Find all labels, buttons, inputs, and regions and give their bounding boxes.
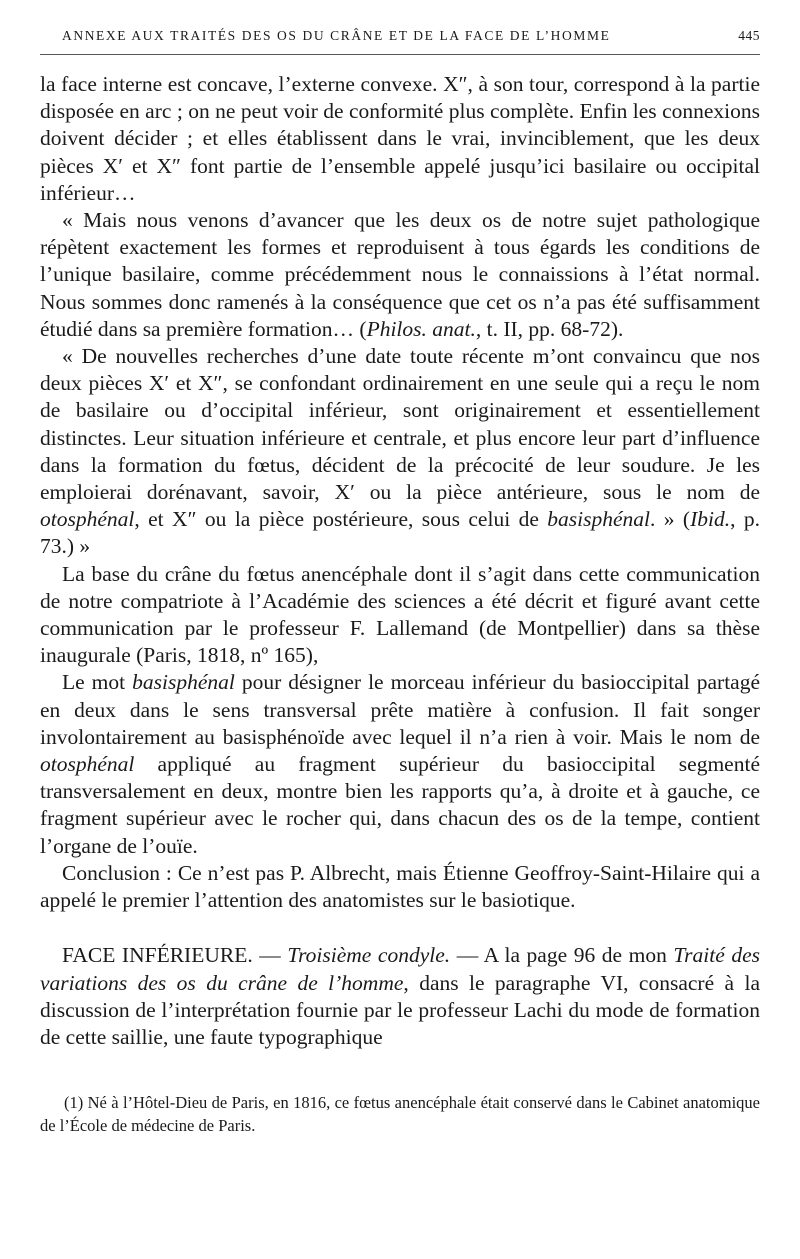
text-run: , et X″ ou la pièce postérieure, sous celui de (134, 507, 548, 532)
text-run: , p. 73.) » (40, 507, 760, 559)
text-run: , t. II, pp. 68-72). (475, 316, 624, 341)
italic-run: basisphénal (132, 670, 235, 695)
italic-run: otosphénal (40, 752, 135, 777)
text-run: FACE INFÉRIEURE. — (62, 943, 288, 968)
book-page (40, 28, 760, 1137)
text-run: appliqué au fragment supérieur du basioccipital segmenté transversalement en deux, montre bien les rapports qu’a, à droite et à gauche, ce fragment supérieur avec le rocher qui, dans chacun des os de la tempe, contient l’organe de l’ouïe. (40, 752, 760, 858)
text-run: , dans le paragraphe VI, consacré à la discussion de l’interprétation fournie par le professeur Lachi du mode de formation de cette saillie, une faute typographique (40, 970, 760, 1049)
paragraph (40, 343, 760, 561)
italic-run: Traité des variations des os du crâne de l’homme (40, 943, 760, 995)
text-run: la face interne est concave, l’externe convexe. X″, à son tour, correspond à la partie disposée en arc ; on ne peut voir de conformité plus complète. Enfin les connexions doivent décider ; et elles établissent dans le vrai, invinciblement, que les deux pièces X′ et X″ font partie de l’ensemble appelé jusqu’ici basilaire ou occipital inférieur… (40, 72, 760, 205)
paragraph (40, 669, 760, 859)
paragraph (40, 71, 760, 207)
italic-run: basisphénal (547, 507, 650, 532)
page-number: 445 (738, 28, 760, 43)
italic-run: Ibid. (690, 507, 731, 532)
paragraph (40, 207, 760, 343)
text-run: « De nouvelles recherches d’une date toute récente m’ont convaincu que nos deux pièces X′ et X″, se confondant ordinairement en une seule qui a reçu le nom de basilaire ou d’occipital inférieur, sont originairement et essentiellement distinctes. Leur situation inférieure et centrale, et plus encore leur part d’influence dans la formation du fœtus, décident de la précocité de leur soudure. Je les emploierai dorénavant, savoir, X′ ou la pièce antérieure, sous le nom de (40, 344, 760, 505)
paragraph (40, 860, 760, 914)
italic-run: Philos. anat. (366, 316, 476, 341)
text-run: La base du crâne du fœtus anencéphale dont il s’agit dans cette communication de notre compatriote à l’Académie des sciences a été décrit et figuré avant cette communication par le professeur F. Lallemand (de Montpellier) dans sa thèse inaugurale (Paris, 1818, nº 165), (40, 561, 760, 668)
paragraph (40, 561, 760, 670)
text-run: — A la page 96 de mon (450, 943, 674, 968)
running-header (40, 28, 760, 55)
text-run: Conclusion : Ce n’est pas P. Albrecht, mais Étienne Geoffroy-Saint-Hilaire qui a appelé le premier l’attention des anatomistes sur le basiotique. (40, 860, 760, 913)
footnote: (1) Né à l’Hôtel-Dieu de Paris, en 1816, ce fœtus anencéphale était conservé dans le Cabinet anatomique de l’École de médecine de Paris. (40, 1093, 760, 1136)
text-run: Le mot (62, 670, 133, 695)
italic-run: Troisième condyle. (287, 943, 451, 968)
text-run: « Mais nous venons d’avancer que les deux os de notre sujet pathologique répètent exactement les formes et reproduisent à tous égards les conditions de l’unique basilaire, comme précédemment nous le connaissions à l’état normal. Nous sommes donc ramenés à la conséquence que cet os n’a pas été suffisamment étudié dans sa première formation… ( (40, 208, 760, 341)
text-run: . » ( (650, 507, 691, 532)
running-header-title: ANNEXE AUX TRAITÉS DES OS DU CRÂNE ET DE LA FACE DE L’HOMME (62, 28, 611, 43)
body-text (40, 71, 760, 1051)
italic-run: otosphénal (40, 507, 135, 532)
text-run: pour désigner le morceau inférieur du basioccipital partagé en deux dans le sens transversal prête matière à confusion. Il fait songer involontairement au basisphénoïde avec lequel il n’a rien à voir. Mais le nom de (40, 670, 761, 749)
section-paragraph (40, 942, 760, 1051)
